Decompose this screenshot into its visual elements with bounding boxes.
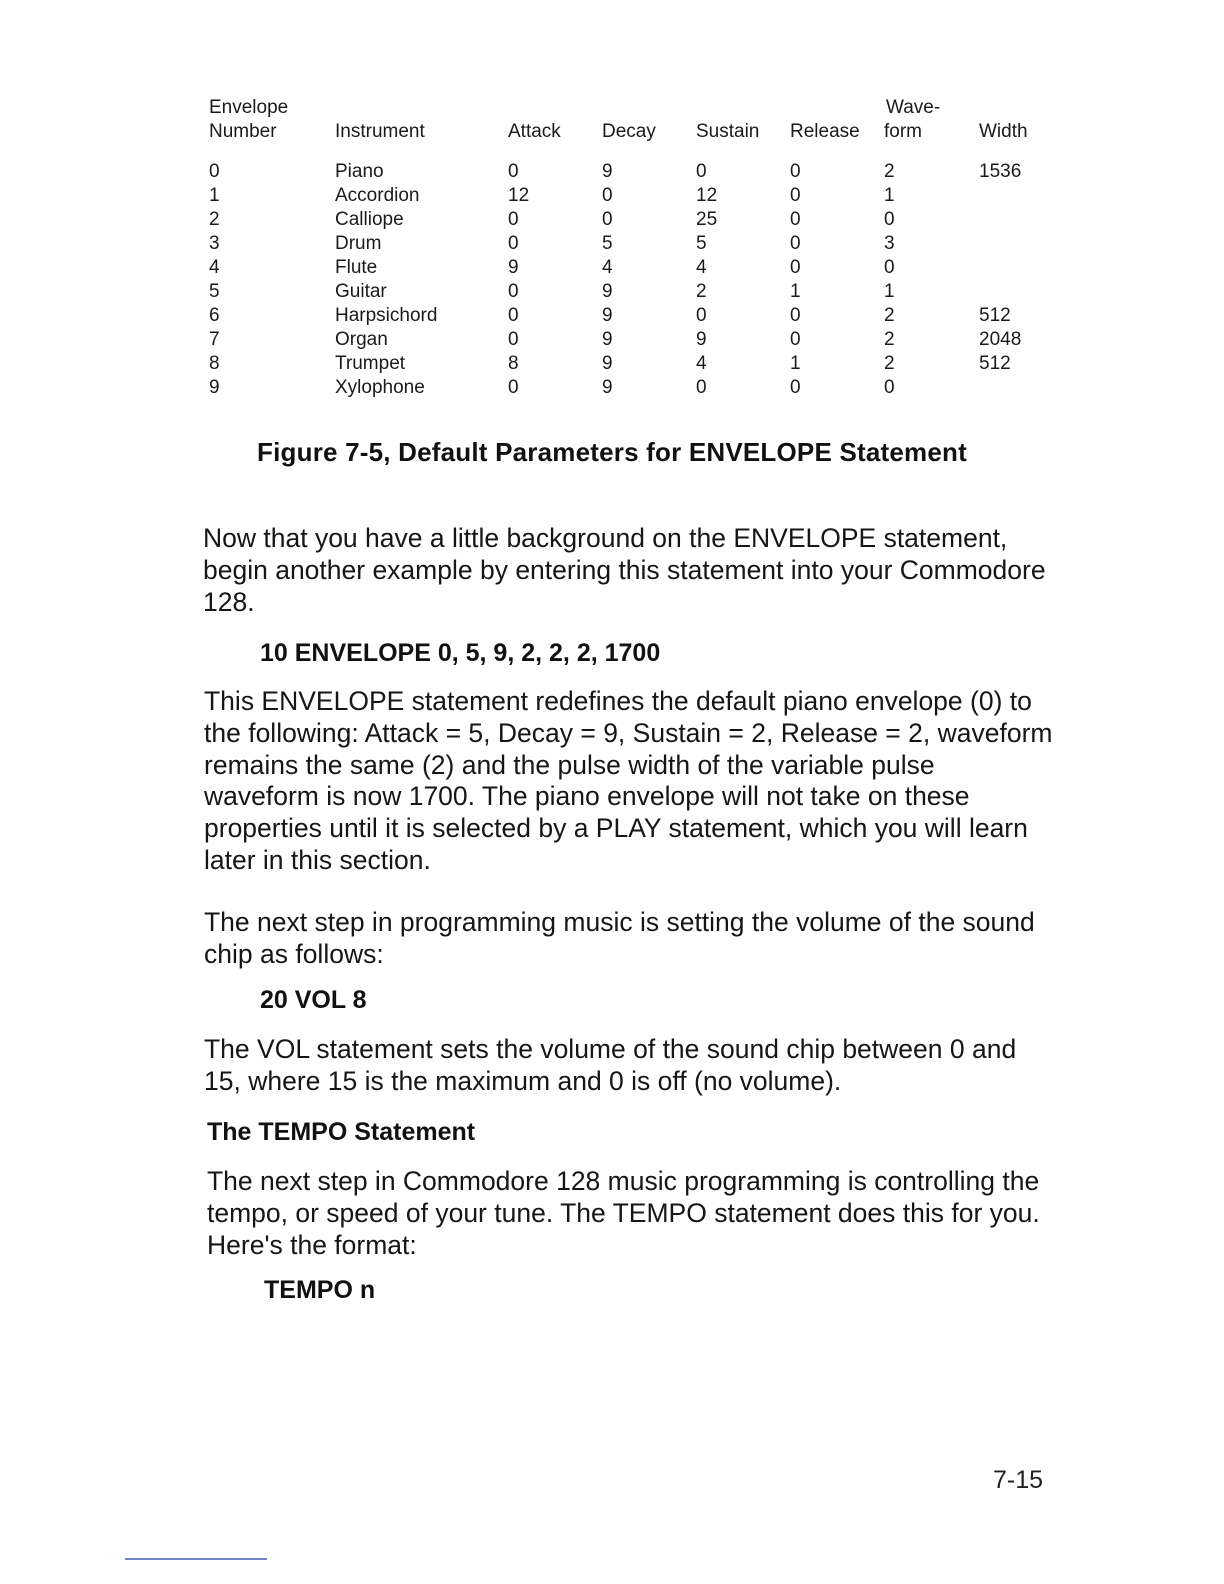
cell-attack: 0 <box>508 305 519 326</box>
cell-instrument: Accordion <box>335 185 420 206</box>
header-sustain: Sustain <box>696 121 760 142</box>
cell-attack: 9 <box>508 257 519 278</box>
cell-number: 2 <box>209 209 220 230</box>
cell-decay: 9 <box>602 353 613 374</box>
code-tempo-format: TEMPO n <box>264 1276 376 1304</box>
cell-instrument: Flute <box>335 257 378 278</box>
cell-waveform: 2 <box>884 329 895 350</box>
cell-release: 0 <box>790 305 801 326</box>
cell-sustain: 4 <box>696 353 707 374</box>
section-heading-tempo: The TEMPO Statement <box>207 1118 476 1146</box>
cell-instrument: Xylophone <box>335 377 425 398</box>
cell-release: 0 <box>790 209 801 230</box>
paragraph-volume-intro: The next step in programming music is setting the volume of the sound chip as follows: <box>204 907 1035 969</box>
cell-instrument: Guitar <box>335 281 387 302</box>
cell-sustain: 12 <box>696 185 718 206</box>
header-attack: Attack <box>508 121 561 142</box>
cell-number: 0 <box>209 161 220 182</box>
cell-decay: 0 <box>602 209 613 230</box>
header-decay: Decay <box>602 121 656 142</box>
cell-instrument: Harpsichord <box>335 305 438 326</box>
cell-decay: 5 <box>602 233 613 254</box>
cell-waveform: 2 <box>884 305 895 326</box>
cell-width: 2048 <box>979 329 1022 350</box>
code-vol-line: 20 VOL 8 <box>260 986 367 1014</box>
cell-decay: 9 <box>602 305 613 326</box>
cell-waveform: 0 <box>884 257 895 278</box>
cell-sustain: 0 <box>696 377 707 398</box>
cell-number: 4 <box>209 257 220 278</box>
cell-waveform: 0 <box>884 209 895 230</box>
cell-instrument: Calliope <box>335 209 404 230</box>
cell-width: 512 <box>979 353 1011 374</box>
cell-number: 6 <box>209 305 220 326</box>
cell-release: 0 <box>790 233 801 254</box>
header-waveform-line1: Wave- <box>886 97 941 118</box>
header-release: Release <box>790 121 860 142</box>
cell-waveform: 3 <box>884 233 895 254</box>
cell-attack: 0 <box>508 161 519 182</box>
cell-attack: 12 <box>508 185 530 206</box>
paragraph-intro: Now that you have a little background on the ENVELOPE statement, begin another example by entering this statement into your Commodore 128. <box>203 523 1046 617</box>
header-instrument: Instrument <box>335 121 425 142</box>
cell-attack: 0 <box>508 377 519 398</box>
header-waveform-line2: form <box>884 121 922 142</box>
cell-decay: 9 <box>602 377 613 398</box>
cell-waveform: 2 <box>884 161 895 182</box>
header-number-line1: Envelope <box>209 97 289 118</box>
footer-rule <box>125 1558 267 1560</box>
cell-attack: 0 <box>508 329 519 350</box>
cell-instrument: Drum <box>335 233 382 254</box>
cell-number: 7 <box>209 329 220 350</box>
cell-waveform: 2 <box>884 353 895 374</box>
cell-decay: 0 <box>602 185 613 206</box>
cell-sustain: 0 <box>696 161 707 182</box>
header-number-line2: Number <box>209 121 277 142</box>
cell-number: 9 <box>209 377 220 398</box>
cell-release: 0 <box>790 377 801 398</box>
cell-attack: 0 <box>508 209 519 230</box>
cell-sustain: 2 <box>696 281 707 302</box>
cell-decay: 4 <box>602 257 613 278</box>
cell-waveform: 1 <box>884 281 895 302</box>
cell-decay: 9 <box>602 329 613 350</box>
cell-width: 1536 <box>979 161 1022 182</box>
page-number: 7-15 <box>993 1466 1044 1494</box>
cell-sustain: 0 <box>696 305 707 326</box>
paragraph-envelope-explanation: This ENVELOPE statement redefines the default piano envelope (0) to the following: Attack = 5, Decay = 9, Sustain = 2, Release = 2, waveform remains the same (2) and the pulse width of the variable pulse waveform is now 1700. The piano envelope will not take on these properties until it is selected by a PLAY statement, which you will learn later in this section. <box>204 686 1053 875</box>
cell-sustain: 9 <box>696 329 707 350</box>
cell-number: 3 <box>209 233 220 254</box>
cell-number: 5 <box>209 281 220 302</box>
cell-sustain: 4 <box>696 257 707 278</box>
cell-release: 0 <box>790 257 801 278</box>
cell-decay: 9 <box>602 281 613 302</box>
cell-number: 1 <box>209 185 220 206</box>
cell-waveform: 0 <box>884 377 895 398</box>
paragraph-vol-explanation: The VOL statement sets the volume of the sound chip between 0 and 15, where 15 is the maximum and 0 is off (no volume). <box>204 1034 1017 1096</box>
header-width: Width <box>979 121 1028 142</box>
cell-instrument: Organ <box>335 329 388 350</box>
cell-attack: 0 <box>508 281 519 302</box>
cell-instrument: Trumpet <box>335 353 406 374</box>
cell-width: 512 <box>979 305 1011 326</box>
cell-release: 0 <box>790 329 801 350</box>
cell-instrument: Piano <box>335 161 384 182</box>
code-envelope-line: 10 ENVELOPE 0, 5, 9, 2, 2, 2, 1700 <box>260 639 661 667</box>
cell-sustain: 25 <box>696 209 718 230</box>
cell-sustain: 5 <box>696 233 707 254</box>
cell-waveform: 1 <box>884 185 895 206</box>
paragraph-tempo-intro: The next step in Commodore 128 music programming is controlling the tempo, or speed of your tune. The TEMPO statement does this for you. Here's the format: <box>207 1166 1040 1260</box>
cell-release: 1 <box>790 281 801 302</box>
cell-release: 0 <box>790 185 801 206</box>
cell-number: 8 <box>209 353 220 374</box>
cell-attack: 0 <box>508 233 519 254</box>
figure-caption: Figure 7-5, Default Parameters for ENVELOPE Statement <box>257 437 967 467</box>
cell-release: 0 <box>790 161 801 182</box>
cell-attack: 8 <box>508 353 519 374</box>
cell-release: 1 <box>790 353 801 374</box>
cell-decay: 9 <box>602 161 613 182</box>
